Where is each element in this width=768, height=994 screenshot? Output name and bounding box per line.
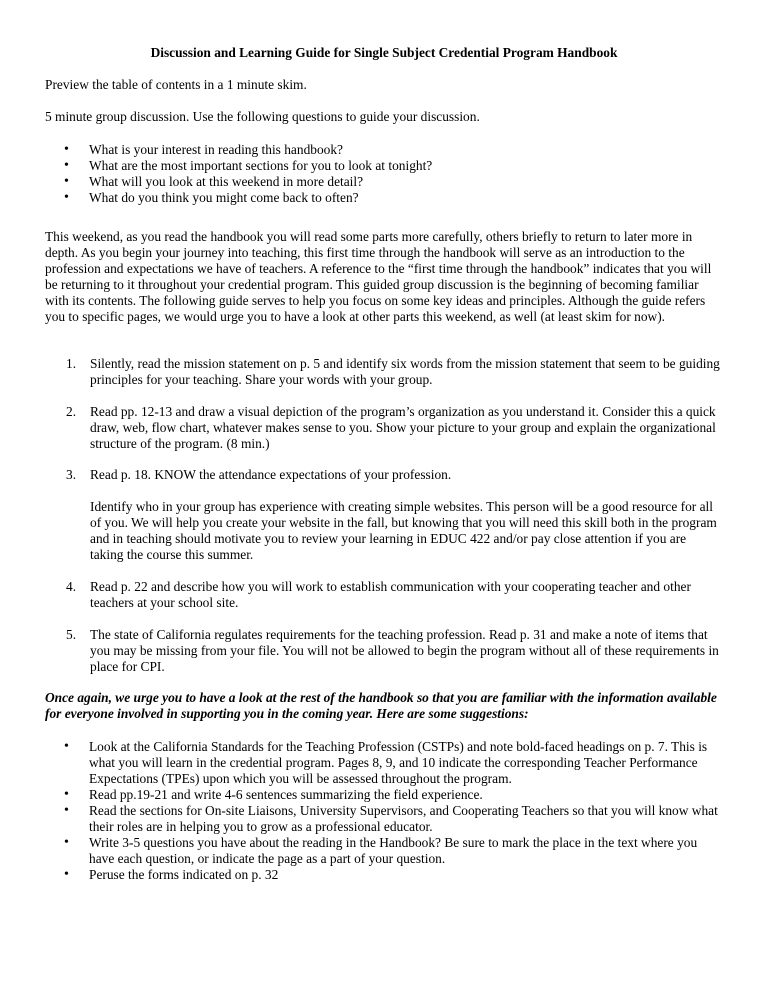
numbered-item-text: Read pp. 12-13 and draw a visual depiction of the program’s organization as you understand it. Consider this a quick draw, web, flow chart, whatever makes sense to you. Show your picture to your group and explain the organizational structure of the program. (8 min.) bbox=[90, 404, 716, 451]
list-item: • What are the most important sections for you to look at tonight? bbox=[64, 158, 724, 174]
numbered-item-text: Silently, read the mission statement on p. 5 and identify six words from the mission statement that seem to be guiding principles for your teaching. Share your words with your group. bbox=[90, 356, 720, 387]
list-item: • Read the sections for On-site Liaisons, University Supervisors, and Cooperating Teachers so that you will know what their roles are in helping you to grow as a professional educator. bbox=[64, 803, 724, 835]
item-number: 1. bbox=[66, 356, 77, 371]
list-item: • What do you think you might come back to often? bbox=[64, 190, 724, 206]
numbered-item-text: The state of California regulates requirements for the teaching profession. Read p. 31 and make a note of items that you may be missing from your file. You will not be allowed to begin the program without all of these requirements in place for CPI. bbox=[90, 627, 719, 674]
list-item: • Write 3-5 questions you have about the reading in the Handbook? Be sure to mark the place in the text where you have each question, or indicate the page as a part of your question. bbox=[64, 835, 724, 867]
group-discussion-instruction: 5 minute group discussion. Use the following questions to guide your discussion. bbox=[45, 109, 480, 124]
item-number: 4. bbox=[66, 579, 77, 594]
item-number: 2. bbox=[66, 404, 77, 419]
intro-paragraph: This weekend, as you read the handbook you will read some parts more carefully, others briefly to return to later more in depth. As you begin your journey into teaching, this first time through the handbook will serve as an introduction to the profession and expectations we have of teachers. A reference to the “first time through the handbook” indicates that you will be returning to it throughout your credential program. This guided group discussion is the beginning of becoming familiar with its contents. The following guide serves to help you focus on some key ideas and principles. Although the guide refers you to specific pages, we would urge you to have a look at other parts this weekend, as well (at least skim for now). bbox=[45, 229, 712, 324]
list-item: • Read pp.19-21 and write 4-6 sentences summarizing the field experience. bbox=[64, 787, 724, 803]
numbered-item-text: Read p. 22 and describe how you will work to establish communication with your cooperating teacher and other teachers at your school site. bbox=[90, 579, 691, 610]
list-item: • What will you look at this weekend in more detail? bbox=[64, 174, 724, 190]
numbered-item-text: Read p. 18. KNOW the attendance expectations of your profession. bbox=[90, 467, 452, 482]
preview-instruction: Preview the table of contents in a 1 minute skim. bbox=[45, 77, 307, 92]
list-item: • Look at the California Standards for the Teaching Profession (CSTPs) and note bold-faced headings on p. 7. This is what you will learn in the credential program. Pages 8, 9, and 10 indicate the corresponding Teacher Performance Expectations (TPEs) upon which you will be assessed throughout the program. bbox=[64, 739, 724, 787]
item-number: 5. bbox=[66, 627, 77, 642]
suggestions-intro: Once again, we urge you to have a look at the rest of the handbook so that you are familiar with the information available for everyone involved in supporting you in the coming year. Here are some suggestions: bbox=[45, 690, 717, 721]
item-number: 3. bbox=[66, 467, 77, 482]
page-title: Discussion and Learning Guide for Single Subject Credential Program Handbook bbox=[150, 45, 618, 60]
list-item: • Peruse the forms indicated on p. 32 bbox=[64, 867, 724, 883]
suggestions-list bbox=[64, 739, 724, 883]
list-item: • What is your interest in reading this handbook? bbox=[64, 142, 724, 158]
discussion-questions-list bbox=[64, 142, 724, 206]
numbered-item-extra-text: Identify who in your group has experience with creating simple websites. This person will be a good resource for all of you. We will help you create your website in the fall, but knowing that you will need this skill both in the program and in teaching should motivate you to review your learning in EDUC 422 and/or pay close attention if you are taking the course this summer. bbox=[90, 499, 717, 562]
